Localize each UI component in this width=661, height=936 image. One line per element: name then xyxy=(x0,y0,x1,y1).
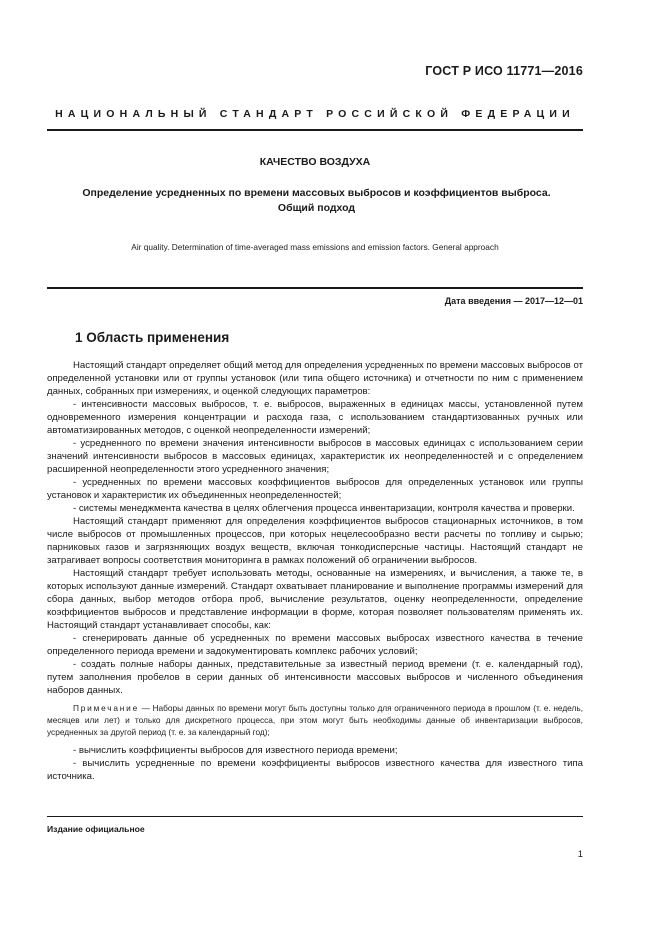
paragraph: Настоящий стандарт требует использовать методы, основанные на измерениях, и вычисления, а также те, в которых используют данные измерений. Стандарт охватывает планирование и выполнение программы измерений для сбора данных, выбор методов отбора проб, вычисление результатов, оценку неопределенности, определение коэффициентов выбросов и представление информации в форме, которая позволяет пользователям применять их. Настоящий стандарт устанавливает способы, как: xyxy=(47,568,583,631)
document-title: КАЧЕСТВО ВОЗДУХА xyxy=(259,156,371,168)
list-item: - сгенерировать данные об усредненных по времени массовых выбросах известного качества в течение определенного периода времени и задокументировать комплекс рабочих условий; xyxy=(47,633,583,657)
standard-code: ГОСТ Р ИСО 11771—2016 xyxy=(425,64,583,78)
note-text: — Наборы данных по времени могут быть доступны только для ограниченного периода в прошлом (т. е. недель, месяцев или лет) и только для дискретного процесса, при этом могут быть необходимы данные об инвентаризации выбросов, усредненных за другой период (т. е. за календарный год); xyxy=(47,703,583,738)
subtitle-line-1: Определение усредненных по времени массовых выбросов и коэффициентов выброса. xyxy=(82,187,551,199)
header-rule xyxy=(47,129,583,131)
document-subtitle xyxy=(62,186,571,216)
list-item: - усредненного по времени значения интенсивности выбросов в массовых единицах с использованием серии значений интенсивности выбросов в массовых единицах, характеристик их неопределенностей и с определением расширенной неопределенности этого усредненного значения; xyxy=(47,438,583,475)
list-item: - системы менеджмента качества в целях облегчения процесса инвентаризации, контроля качества и проверки. xyxy=(73,503,575,514)
note-label: Примечание xyxy=(73,703,140,713)
paragraph: Настоящий стандарт определяет общий метод для определения усредненных по времени массовых выбросов от определенной установки или от группы установок (или типа общего источника) и отчетности по ним с применением данных, собранных при измерениях, и оценкой следующих параметров: xyxy=(47,360,583,397)
section-body xyxy=(47,359,583,783)
page-number: 1 xyxy=(577,849,583,860)
list-item: - создать полные наборы данных, представительные за известный период времени (т. е. календарный год), путем заполнения пробелов в серии данных об интенсивности массовых выбросов и численного объединения наборов данных. xyxy=(47,659,583,696)
english-title: Air quality. Determination of time-averaged mass emissions and emission factors. General approach xyxy=(131,242,499,252)
section-heading: 1 Область применения xyxy=(75,330,230,345)
list-item: - интенсивности массовых выбросов, т. е. выбросов, выраженных в единицах массы, установленной путем одновременного измерения концентрации и расхода газа, с использованием стандартизованных ручных или автоматизированных методов, с оценкой неопределенности измерений; xyxy=(47,399,583,436)
effective-date: Дата введения — 2017—12—01 xyxy=(444,296,583,306)
list-item: - вычислить коэффициенты выбросов для известного периода времени; xyxy=(73,744,398,756)
footer-rule xyxy=(47,816,583,817)
list-item: - вычислить усредненные по времени коэффициенты выбросов известного качества для известного типа источника. xyxy=(47,757,583,782)
edition-label: Издание официальное xyxy=(47,824,145,834)
note xyxy=(47,702,583,739)
subtitle-line-2: Общий подход xyxy=(277,202,356,214)
paragraph: Настоящий стандарт применяют для определения коэффициентов выбросов стационарных источников, в том числе выбросов от промышленных процессов, при которых нецелесообразно вести расчеты по топливу и сырью; парниковых газов и загрязняющих воздух веществ, включая тонкодисперсные частицы. Настоящий стандарт не затрагивает вопросы соответствия мониторинга в рамках положений об ограничении выбросов. xyxy=(47,516,583,566)
list-item: - усредненных по времени массовых коэффициентов выбросов для определенных установок или группы установок и характеристик их объединенных неопределенностей; xyxy=(47,477,583,501)
national-standard-banner: НАЦИОНАЛЬНЫЙ СТАНДАРТ РОССИЙСКОЙ ФЕДЕРАЦИИ xyxy=(55,108,575,120)
title-rule xyxy=(47,287,583,289)
